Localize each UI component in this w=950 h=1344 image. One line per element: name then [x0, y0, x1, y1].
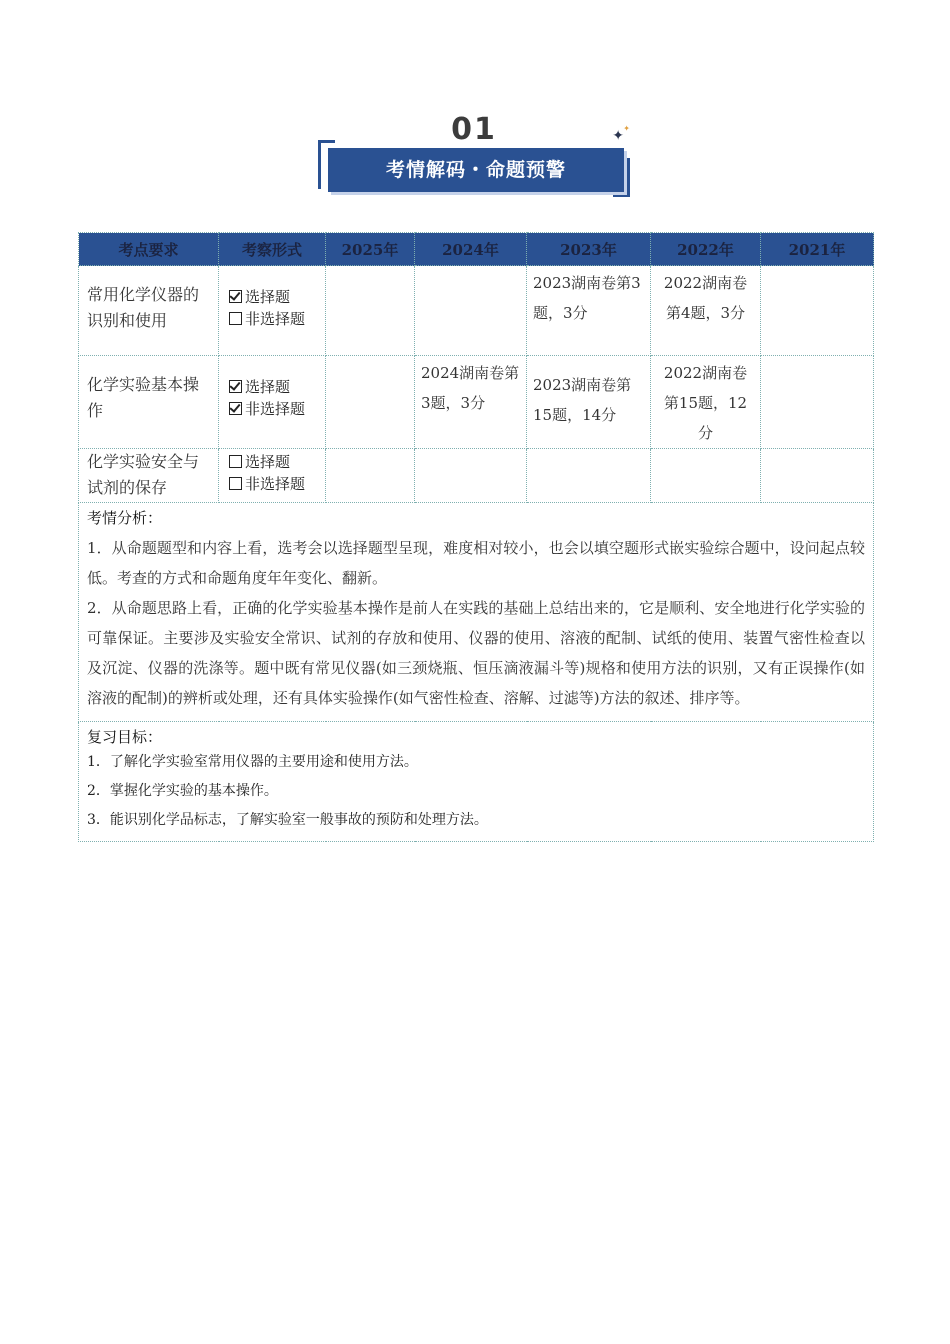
analysis-body [79, 529, 873, 721]
goals-list [79, 748, 873, 841]
header-topic: 考点要求 [79, 233, 219, 266]
header-2025: 2025年 [326, 233, 415, 266]
year-2025-cell [326, 266, 415, 356]
exam-analysis-table [78, 232, 874, 842]
form-label: 非选择题 [245, 310, 306, 328]
form-option [229, 376, 325, 398]
year-2025-cell [326, 449, 415, 503]
unchecked-box-icon [229, 477, 242, 490]
form-label: 非选择题 [245, 475, 306, 493]
checked-box-icon [229, 380, 242, 393]
year-2022-cell [651, 449, 761, 503]
form-label: 选择题 [245, 288, 291, 306]
year-2023-cell: 2023湖南卷第3题，3分 [527, 266, 651, 356]
unchecked-box-icon [229, 312, 242, 325]
table-row [79, 356, 874, 449]
topic-cell: 常用化学仪器的识别和使用 [79, 266, 219, 356]
goals-row [79, 722, 874, 842]
year-2021-cell [761, 449, 874, 503]
form-label: 选择题 [245, 453, 291, 471]
table-row [79, 449, 874, 503]
analysis-paragraph-2: 2．从命题思路上看，正确的化学实验基本操作是前人在实践的基础上总结出来的，它是顺利、安全地进行化学实验的可靠保证。主要涉及实验安全常识、试剂的存放和使用、仪器的使用、溶液的配制、试纸的使用、装置气密性检查以及沉淀、仪器的洗涤等。题中既有常见仪器(如三颈烧瓶、恒压滴液漏斗等)规格和使用方法的识别，又有正误操作(如溶液的配制)的辨析或处理，还有具体实验操作(如气密性检查、溶解、过滤等)方法的叙述、排序等。 [87, 599, 865, 707]
topic-cell: 化学实验基本操作 [79, 356, 219, 449]
analysis-row [79, 503, 874, 722]
header-2021: 2021年 [761, 233, 874, 266]
year-2024-cell: 2024湖南卷第3题，3分 [415, 356, 527, 449]
form-option [229, 308, 325, 330]
section-number: 01 [451, 112, 497, 147]
section-banner [318, 112, 630, 198]
year-2024-cell [415, 266, 527, 356]
year-2021-cell [761, 356, 874, 449]
goals-title: 复习目标： [87, 728, 163, 746]
form-cell [219, 266, 326, 356]
checked-box-icon [229, 402, 242, 415]
form-cell [219, 449, 326, 503]
small-sparkle-icon: ✦ [623, 124, 630, 133]
form-option [229, 286, 325, 308]
analysis-title: 考情分析： [87, 509, 163, 527]
form-label: 选择题 [245, 378, 291, 396]
year-2021-cell [761, 266, 874, 356]
table-row [79, 266, 874, 356]
form-option [229, 451, 325, 473]
header-2022: 2022年 [651, 233, 761, 266]
goals-cell [79, 722, 874, 842]
year-2024-cell [415, 449, 527, 503]
form-cell [219, 356, 326, 449]
goal-item: 2．掌握化学实验的基本操作。 [87, 783, 278, 799]
header-2023: 2023年 [527, 233, 651, 266]
table-header-row [79, 233, 874, 266]
form-option [229, 473, 325, 495]
analysis-paragraph-1: 1．从命题题型和内容上看，选考会以选择题型呈现，难度相对较小，也会以填空题形式嵌实验综合题中，设问起点较低。考查的方式和命题角度年年变化、翻新。 [87, 539, 865, 587]
section-title: 考情解码・命题预警 [328, 148, 624, 192]
year-2022-cell: 2022湖南卷第4题，3分 [651, 266, 761, 356]
form-option [229, 398, 325, 420]
unchecked-box-icon [229, 455, 242, 468]
year-2025-cell [326, 356, 415, 449]
goal-item: 1．了解化学实验室常用仪器的主要用途和使用方法。 [87, 754, 418, 770]
header-form: 考察形式 [219, 233, 326, 266]
year-2022-cell: 2022湖南卷第15题，12分 [651, 356, 761, 449]
year-2023-cell [527, 449, 651, 503]
topic-cell: 化学实验安全与试剂的保存 [79, 449, 219, 503]
sparkle-icon: ✦ [612, 128, 624, 144]
goal-item: 3．能识别化学品标志，了解实验室一般事故的预防和处理方法。 [87, 812, 488, 828]
header-2024: 2024年 [415, 233, 527, 266]
checked-box-icon [229, 290, 242, 303]
form-label: 非选择题 [245, 400, 306, 418]
analysis-cell [79, 503, 874, 722]
year-2023-cell: 2023湖南卷第15题，14分 [527, 356, 651, 449]
